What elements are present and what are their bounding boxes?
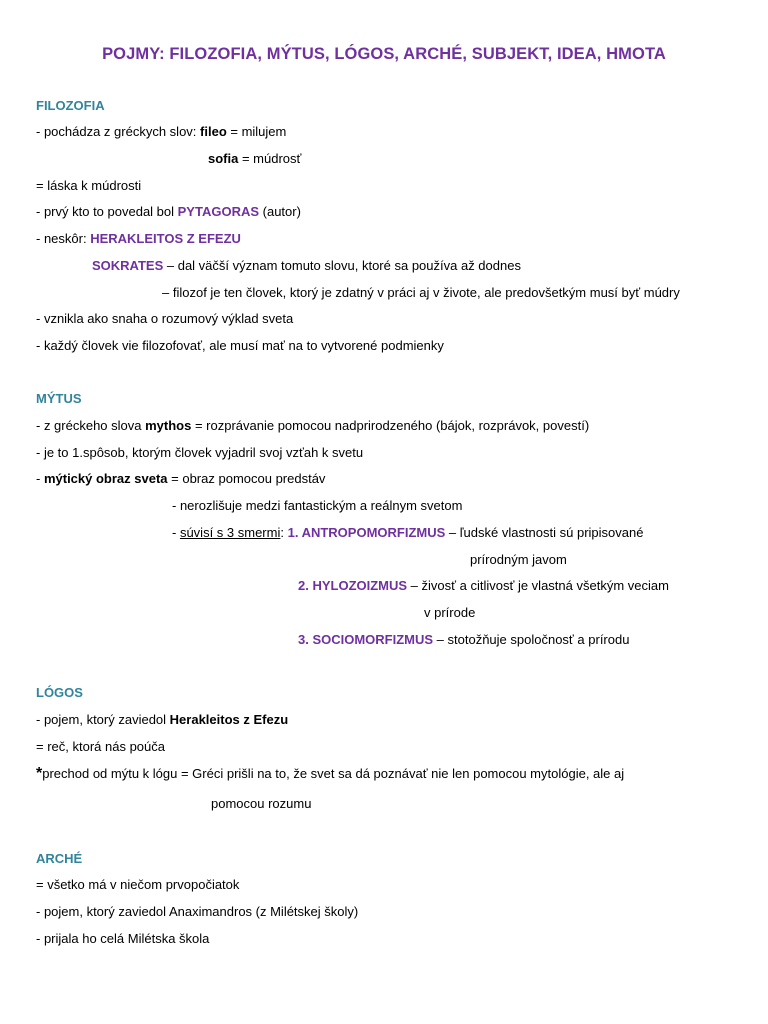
text: – dal väčší význam tomuto slovu, ktoré sa používa až dodnes (163, 258, 521, 273)
term-mythos: mythos (145, 418, 192, 433)
filozofia-line-3: = láska k múdrosti (36, 178, 142, 193)
mytus-line-5 (172, 525, 643, 541)
logos-line-3 (36, 766, 624, 782)
text: prechod od mýtu k lógu = Gréci prišli na to, že svet sa dá poznávať nie len pomocou mytológie, ale aj (42, 766, 625, 781)
section-heading-logos: LÓGOS (36, 685, 83, 700)
text: - pochádza z gréckych slov: (36, 124, 201, 139)
text: - (172, 525, 180, 540)
name-sokrates: SOKRATES (92, 258, 164, 273)
filozofia-line-4 (36, 204, 301, 220)
arche-line-3: - prijala ho celá Milétska škola (36, 931, 210, 946)
text: - prvý kto to povedal bol (36, 204, 178, 219)
text: – ľudské vlastnosti sú pripisované (445, 525, 644, 540)
filozofia-line-9: - každý človek vie filozofovať, ale musí mať na to vytvorené podmienky (36, 338, 444, 353)
term-antropomorfizmus: 1. ANTROPOMORFIZMUS (287, 525, 446, 540)
mytus-line-4: - nerozlišuje medzi fantastickým a reálnym svetom (172, 498, 463, 513)
term-sociomorfizmus: 3. SOCIOMORFIZMUS (298, 632, 434, 647)
filozofia-line-2 (208, 151, 301, 167)
text: - neskôr: (36, 231, 91, 246)
term-suvisi: súvisí s 3 smermi (179, 525, 281, 540)
text: : (280, 525, 288, 540)
arche-line-2: - pojem, ktorý zaviedol Anaximandros (z Milétskej školy) (36, 904, 359, 919)
filozofia-line-6 (92, 258, 521, 274)
mytus-line-3 (36, 471, 325, 487)
mytus-line-6: prírodným javom (470, 552, 567, 567)
mytus-line-9 (298, 632, 629, 648)
logos-line-1 (36, 712, 288, 728)
logos-line-4: pomocou rozumu (211, 796, 312, 811)
text: - (36, 471, 44, 486)
mytus-line-8: v prírode (424, 605, 476, 620)
term-fileo: fileo (200, 124, 227, 139)
text: – stotožňuje spoločnosť a prírodu (433, 632, 630, 647)
section-heading-arche: ARCHÉ (36, 851, 83, 866)
asterisk-marker: * (36, 765, 43, 782)
mytus-line-7 (298, 578, 669, 594)
filozofia-line-7: – filozof je ten človek, ktorý je zdatný v práci aj v živote, ale predovšetkým musí byť múdry (162, 285, 680, 300)
text: - pojem, ktorý zaviedol (36, 712, 170, 727)
section-heading-filozofia: FILOZOFIA (36, 98, 105, 113)
text: = múdrosť (238, 151, 302, 166)
mytus-line-1 (36, 418, 589, 434)
text: - z gréckeho slova (36, 418, 146, 433)
filozofia-line-1 (36, 124, 286, 140)
term-sofia: sofia (208, 151, 239, 166)
text: – živosť a citlivosť je vlastná všetkým veciam (407, 578, 669, 593)
text: = milujem (226, 124, 287, 139)
text: = rozprávanie pomocou nadprirodzeného (bájok, rozprávok, povestí) (191, 418, 590, 433)
logos-line-2: = reč, ktorá nás poúča (36, 739, 165, 754)
name-herakleitos: HERAKLEITOS Z EFEZU (90, 231, 241, 246)
term-myticky-obraz: mýtický obraz sveta (43, 471, 168, 486)
name-pytagoras: PYTAGORAS (177, 204, 260, 219)
text: = obraz pomocou predstáv (167, 471, 326, 486)
text: (autor) (259, 204, 301, 219)
arche-line-1: = všetko má v niečom prvopočiatok (36, 877, 240, 892)
mytus-line-2: - je to 1.spôsob, ktorým človek vyjadril svoj vzťah k svetu (36, 445, 364, 460)
section-heading-mytus: MÝTUS (36, 391, 82, 406)
filozofia-line-8: - vznikla ako snaha o rozumový výklad sveta (36, 311, 294, 326)
filozofia-line-5 (36, 231, 241, 247)
name-herakleitos-bold: Herakleitos z Efezu (169, 712, 289, 727)
term-hylozoizmus: 2. HYLOZOIZMUS (298, 578, 408, 593)
page-title: POJMY: FILOZOFIA, MÝTUS, LÓGOS, ARCHÉ, SUBJEKT, IDEA, HMOTA (102, 45, 666, 63)
